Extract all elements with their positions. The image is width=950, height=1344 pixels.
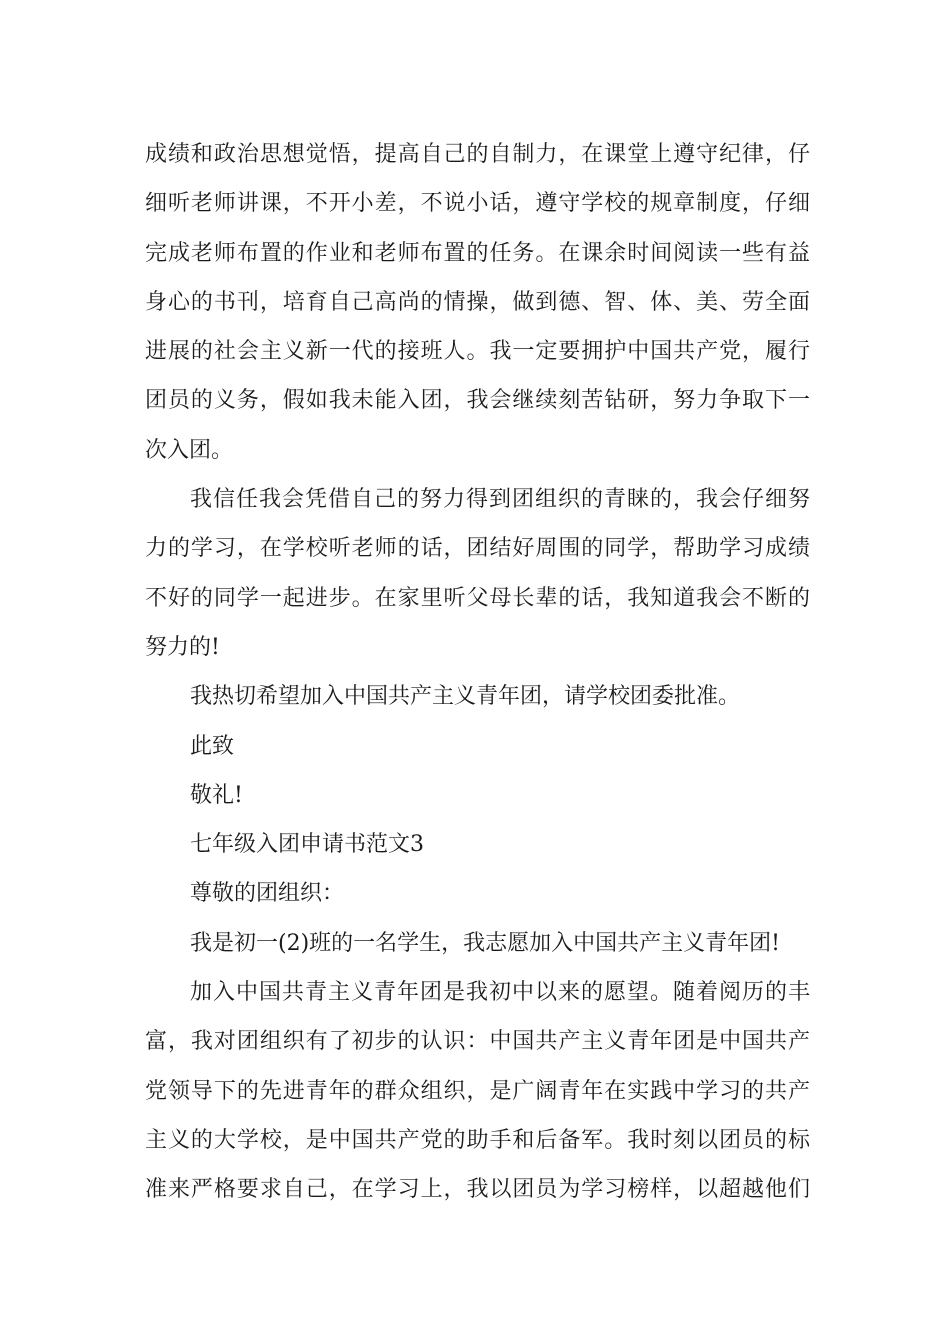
text-line: 我信任我会凭借自己的努力得到团组织的青睐的，我会仔细努: [190, 487, 810, 513]
section-heading: 七年级入团申请书范文3: [190, 832, 424, 858]
text-line: 富，我对团组织有了初步的认识：中国共产主义青年团是中国共产: [145, 1029, 810, 1055]
text-line: 进展的社会主义新一代的接班人。我一定要拥护中国共产党，履行: [145, 339, 810, 365]
text-line: 完成老师布置的作业和老师布置的任务。在课余时间阅读一些有益: [145, 240, 810, 266]
document-body: [145, 130, 810, 1215]
text-line: 我是初一(2)班的一名学生，我志愿加入中国共产主义青年团!: [190, 930, 781, 956]
text-line: 不好的同学一起进步。在家里听父母长辈的话，我知道我会不断的: [145, 585, 810, 611]
text-line: 加入中国共青主义青年团是我初中以来的愿望。随着阅历的丰: [190, 980, 810, 1006]
text-line: 力的学习，在学校听老师的话，团结好周围的同学，帮助学习成绩: [145, 536, 810, 562]
text-line: 我热切希望加入中国共产主义青年团，请学校团委批准。: [190, 684, 741, 710]
text-line: 成绩和政治思想觉悟，提高自己的自制力，在课堂上遵守纪律，仔: [145, 142, 810, 167]
text-line: 细听老师讲课，不开小差，不说小话，遵守学校的规章制度，仔细: [145, 191, 810, 217]
text-line: 次入团。: [145, 437, 234, 463]
greeting-line: 尊敬的团组织：: [190, 881, 345, 907]
text-line: 准来严格要求自己，在学习上，我以团员为学习榜样，以超越他们: [145, 1177, 810, 1203]
text-line: 主义的大学校，是中国共产党的助手和后备军。我时刻以团员的标: [145, 1127, 810, 1153]
text-line: 努力的!: [145, 634, 220, 660]
text-line: 党领导下的先进青年的群众组织，是广阔青年在实践中学习的共产: [145, 1078, 810, 1104]
text-line: 团员的义务，假如我未能入团，我会继续刻苦钻研，努力争取下一: [145, 388, 810, 414]
salutation-line: 敬礼!: [190, 782, 243, 808]
salutation-line: 此致: [190, 733, 235, 759]
text-line: 身心的书刊，培育自己高尚的情操，做到德、智、体、美、劳全面: [145, 289, 810, 315]
